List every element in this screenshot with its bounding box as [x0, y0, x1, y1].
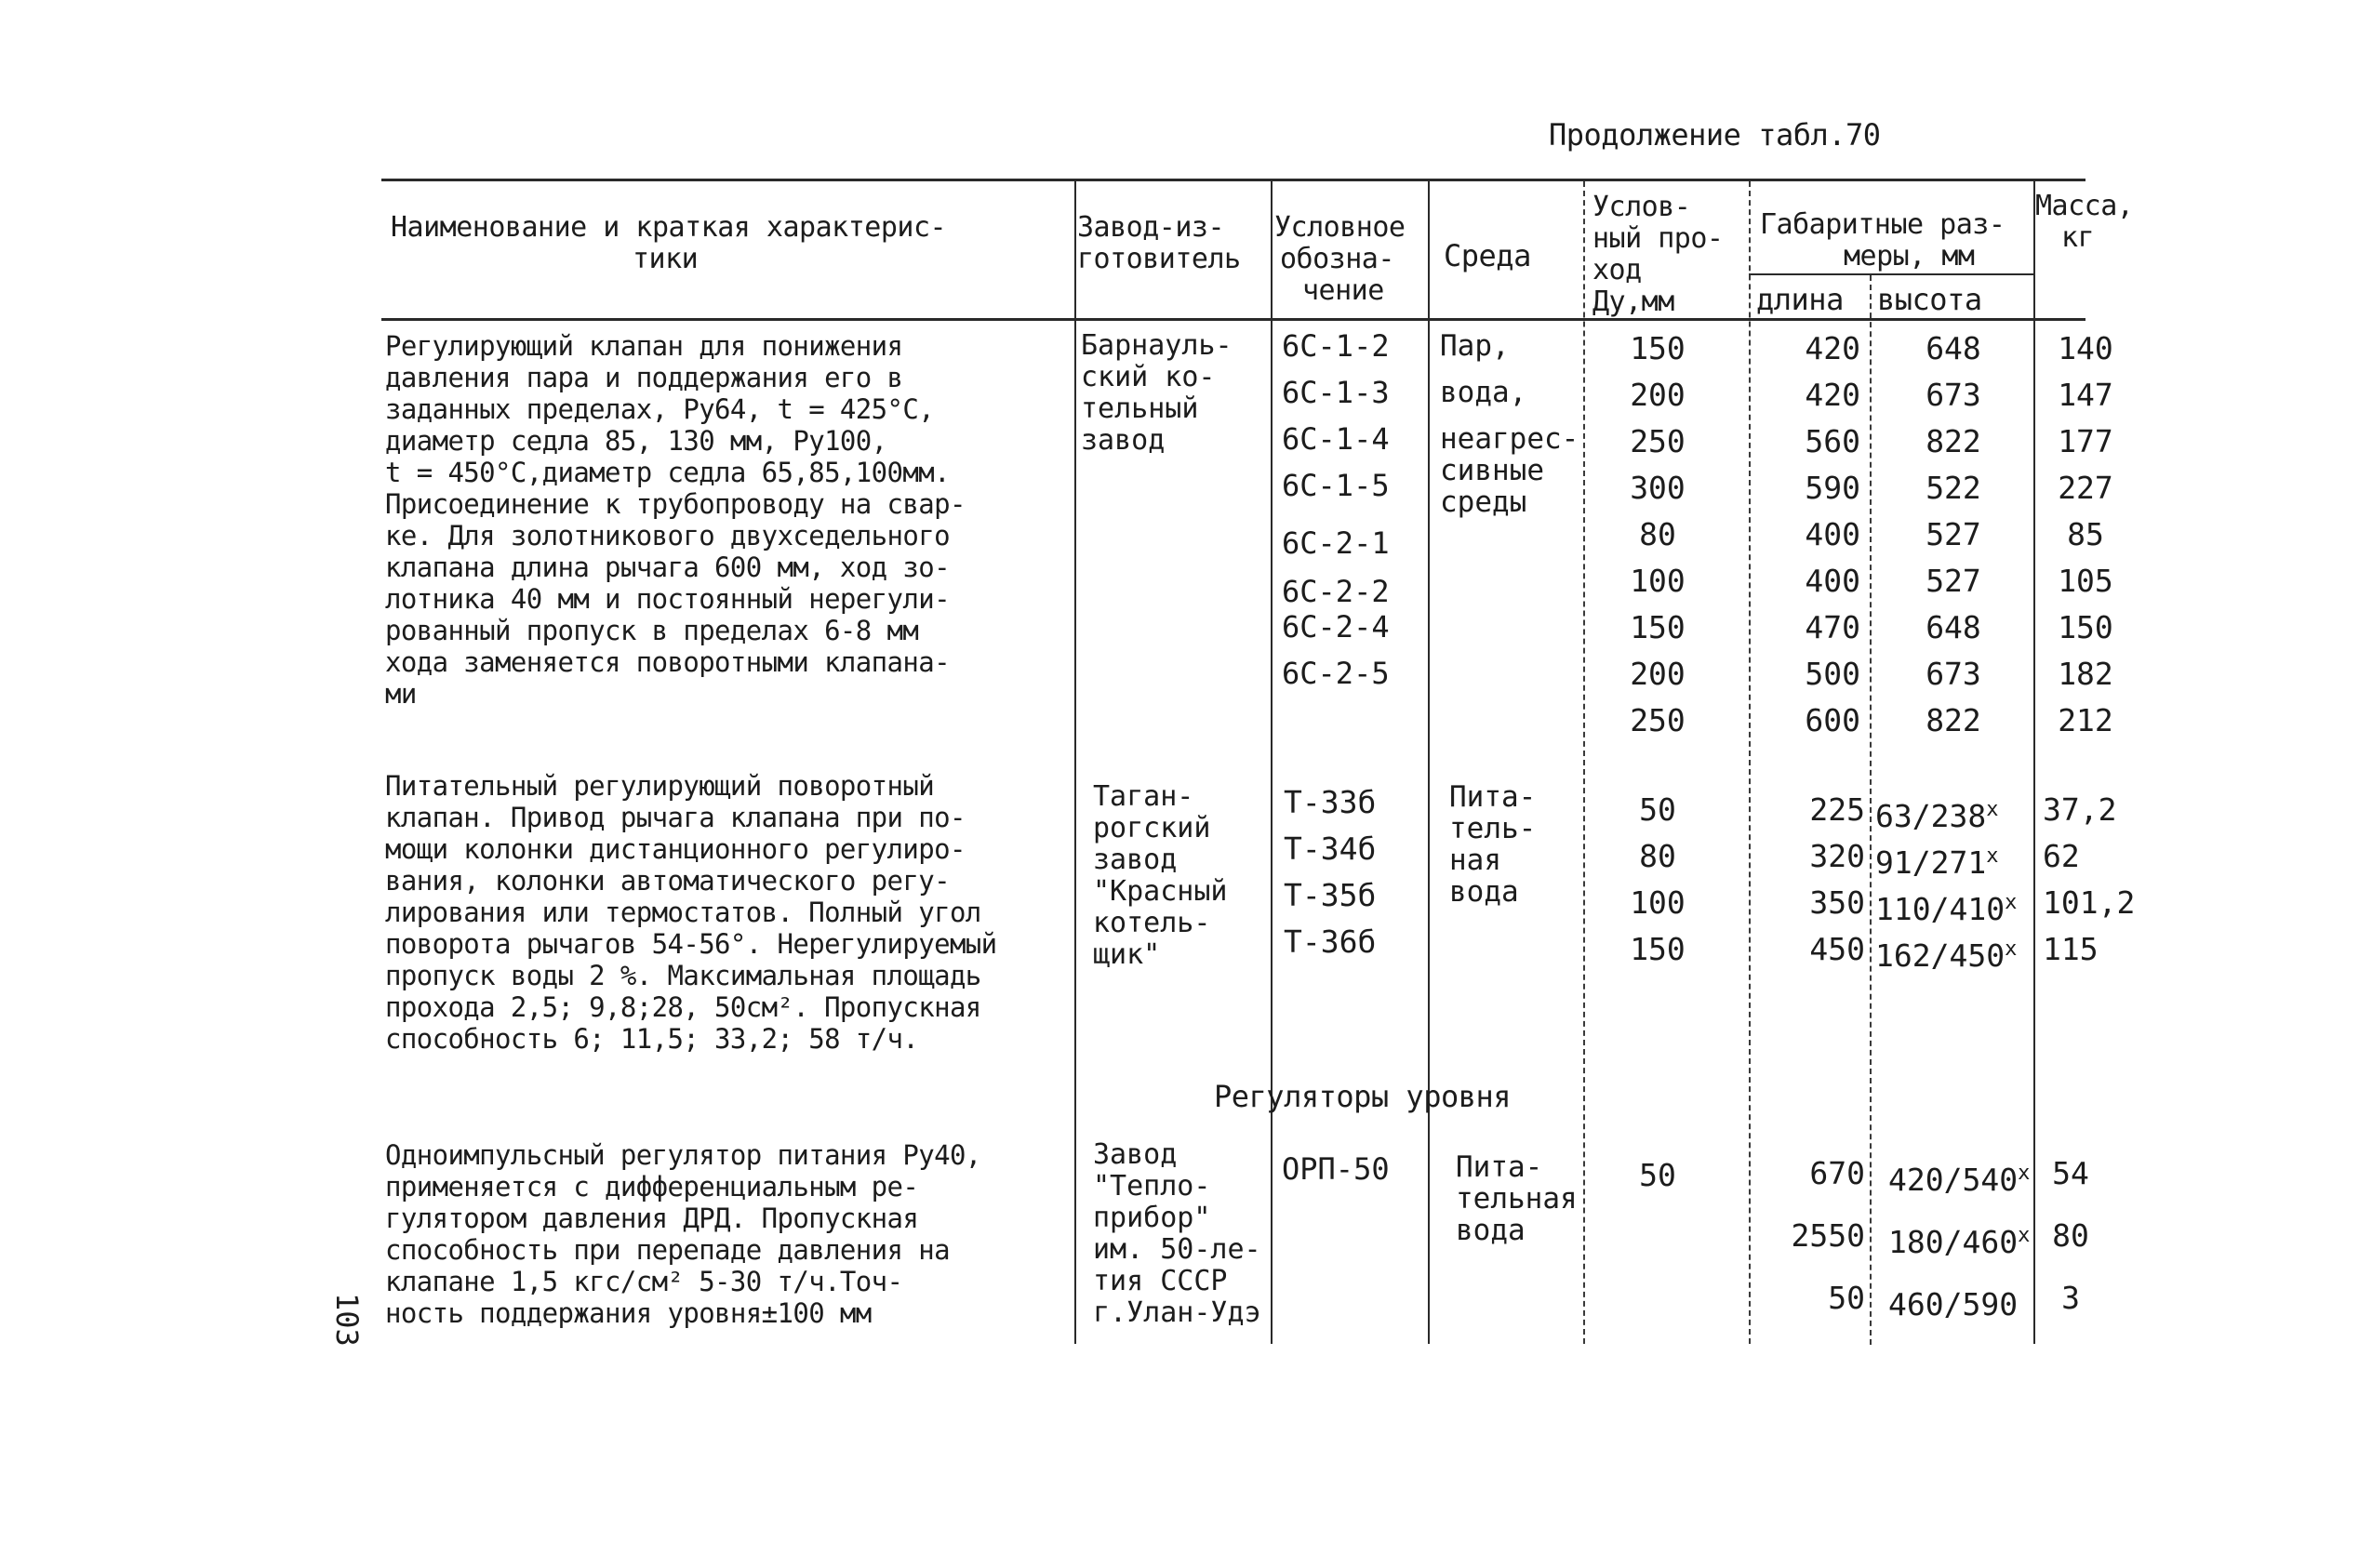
table-top-rule: [381, 179, 2085, 181]
col-sep-designation: [1428, 181, 1430, 1344]
section1-medium: Пар, вода, неагрес- сивные среды: [1440, 329, 1579, 519]
section2-description: Питательный регулирующий поворотный клапан. Привод рычага клапана при по- мощи колонки дистанционного регулиро- вания, колонки автоматического регу- лирования или термостатов. Полный угол поворота рычагов 54-56°. Нерегулируемый пропуск воды 2 %. Максимальная площадь прохода 2,5; 9,8;28, 50см². Пропускная способность 6; 11,5; 33,2; 58 т/ч.: [385, 770, 997, 1055]
section2-lengths: 225 320 350 450: [1809, 791, 1865, 967]
footnote-mark: х: [2005, 891, 2018, 914]
footnote-mark: х: [2018, 1162, 2031, 1185]
header-dims: Габаритные раз- меры, мм: [1760, 208, 2006, 272]
header-maker: Завод-из- готовитель: [1077, 211, 1241, 275]
section3-masses: 54 80 3: [2052, 1155, 2089, 1316]
section2-masses: 37,2 62 101,2 115: [2043, 791, 2136, 967]
section3-designation: ОРП-50: [1282, 1151, 1390, 1187]
col-sep-medium: [1583, 181, 1585, 1344]
section2-designations: Т-33б Т-34б Т-35б Т-36б: [1284, 784, 1377, 960]
section1-passages: 150 200 250 300 80 100 150 200 250: [1630, 330, 1686, 738]
section1-heights: 648 673 822 522 527 527 648 673 822: [1926, 330, 1981, 738]
section3-medium: Пита- тельная вода: [1456, 1150, 1578, 1247]
section3-passage: 50: [1639, 1157, 1676, 1193]
section2-medium: Пита- тель- ная вода: [1449, 780, 1537, 909]
header-bottom-rule: [381, 318, 2085, 321]
dims-subheader-rule: [1749, 273, 2033, 275]
section1-masses: 140 147 177 227 85 105 150 182 212: [2058, 330, 2113, 738]
footnote-mark: х: [1986, 844, 1999, 868]
header-height: высота: [1877, 282, 1982, 317]
section1-maker: Барнауль- ский ко- тельный завод: [1081, 329, 1233, 457]
col-sep-length: [1870, 275, 1872, 1345]
header-passage: Услов- ный про- ход Ду,мм: [1592, 191, 1724, 318]
section1-lengths: 420 420 560 590 400 400 470 500 600: [1805, 330, 1860, 738]
header-mass: Масса, кг: [2035, 190, 2134, 254]
header-name: Наименование и краткая характерис- тики: [391, 211, 947, 275]
section1-designations: 6С-1-2 6С-1-3 6С-1-4 6С-1-5 6С-2-1 6С-2-2 6С-2-4 6С-2-5: [1282, 328, 1390, 691]
section3-lengths: 670 2550 50: [1791, 1155, 1865, 1316]
page-number: 103: [329, 1293, 365, 1347]
section2-passages: 50 80 100 150: [1630, 791, 1686, 967]
section3-heights: $420/540^х$ $180/460^х$ 460/590: [1888, 1162, 2031, 1322]
section2-heights: $63/238^х$ $91/271^х$ $110/410^х$ $162/450^х$: [1875, 798, 2018, 974]
col-sep-name: [1074, 181, 1076, 1344]
header-length: длина: [1756, 282, 1844, 317]
section-title-level-regulators: Регуляторы уровня: [1214, 1079, 1512, 1114]
section3-maker: Завод "Тепло- прибор" им. 50-ле- тия СССР г.Улан-Удэ: [1093, 1138, 1261, 1329]
table-caption: Продолжение табл.70: [1549, 117, 1881, 153]
footnote-mark: х: [2018, 1224, 2031, 1247]
section3-description: Одноимпульсный регулятор питания Ру40, применяется с дифференциальным ре- гулятором давления ДРД. Пропускная способность при перепаде давления на клапане 1,5 кгс/см² 5-30 т/ч.Точ- ность поддержания уровня±100 мм: [385, 1139, 981, 1329]
section2-maker: Таган- рогский завод "Красный котель- щик": [1093, 780, 1228, 971]
col-sep-maker: [1271, 181, 1273, 1344]
header-medium: Среда: [1444, 238, 1531, 273]
footnote-mark: х: [2005, 937, 2018, 961]
header-designation: Условное обозна- чение: [1274, 211, 1406, 307]
footnote-mark: х: [1986, 798, 1999, 821]
section1-description: Регулирующий клапан для понижения давления пара и поддержания его в заданных пределах, Ру64, t = 425°С, диаметр седла 85, 130 мм, Ру100, t = 450°С,диаметр седла 65,85,100мм. Присоединение к трубопроводу на свар- ке. Для золотникового двухседельного клапана длина рычага 600 мм, ход зо- лотника 40 мм и постоянный нерегули- рованный пропуск в пределах 6-8 мм хода заменяется поворотными клапана- ми: [385, 330, 966, 710]
